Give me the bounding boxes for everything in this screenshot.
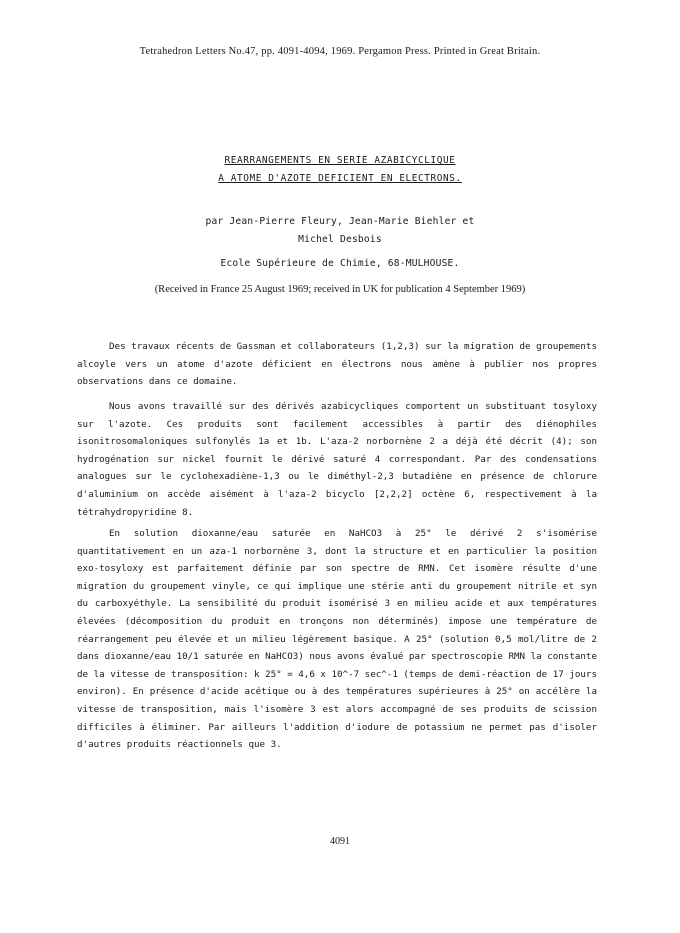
paragraph-1-block (77, 338, 597, 391)
article-title-line-1: REARRANGEMENTS EN SERIE AZABICYCLIQUE (224, 155, 456, 166)
article-title-line-2: A ATOME D'AZOTE DEFICIENT EN ELECTRONS. (218, 173, 462, 184)
authors-line-1: par Jean-Pierre Fleury, Jean-Marie Biehler et (205, 216, 475, 227)
paragraph-2-block (77, 398, 597, 521)
received-dates: (Received in France 25 August 1969; received in UK for publication 4 September 1969) (154, 284, 526, 295)
paragraph-3-block (77, 525, 597, 754)
paragraph-3: En solution dioxanne/eau saturée en NaHCO3 à 25° le dérivé 2 s'isomérise quantitativement en un aza-1 norbornène 3, dont la structure et en particulier la position exo-tosyloxy est parfaitement définie par son spectre de RMN. Cet isomère résulte d'une migration du groupement vinyle, ce qui implique une stérie anti du groupement nitrile et syn du carboxyéthyle. La sensibilité du produit isomérisé 3 en milieu acide et aux températures élevées (décomposition du produit en tronçons non déterminés) impose une température de réarrangement peu élevée et un milieu légèrement basique. A 25° (solution 0,5 mol/litre de 2 dans dioxanne/eau 10/1 saturée en NaHCO3) nous avons évalué par spectroscopie RMN la constante de la vitesse de transposition: k 25° = 4,6 x 10^-7 sec^-1 (temps de demi-réaction de 17 jours environ). En présence d'acide acétique ou à des températures supérieures à 25° on accélère la vitesse de transposition, mais l'isomère 3 est alors accompagné de ses produits de scission difficiles à éliminer. Par ailleurs l'addition d'iodure de potassium ne permet pas d'isoler d'autres produits réactionnels que 3. (77, 528, 597, 751)
affiliation: Ecole Supérieure de Chimie, 68-MULHOUSE. (220, 258, 460, 269)
journal-header: Tetrahedron Letters No.47, pp. 4091-4094, 1969. Pergamon Press. Printed in Great Britain. (139, 46, 541, 57)
page-number: 4091 (330, 836, 350, 847)
authors-line-2: Michel Desbois (298, 234, 382, 245)
paragraph-1: Des travaux récents de Gassman et collaborateurs (1,2,3) sur la migration de groupements alcoyle vers un atome d'azote déficient en électrons nous amène à publier nos propres observations dans ce domaine. (77, 341, 597, 388)
paragraph-2: Nous avons travaillé sur des dérivés azabicycliques comportent un substituant tosyloxy sur l'azote. Ces produits sont facilement accessibles à partir des diénophiles isonitrosomaloniques sulfonylés 1a et 1b. L'aza-2 norbornène 2 a déjà été décrit (4); son hydrogénation sur nickel fournit le dérivé saturé 4 correspondant. Par des condensations analogues sur le cyclohexadiène-1,3 ou le diméthyl-2,3 butadiène en présence de chlorure d'aluminium on accède aisément à l'aza-2 bicyclo [2,2,2] octène 6, respectivement à la tétrahydropyridine 8. (77, 401, 597, 518)
